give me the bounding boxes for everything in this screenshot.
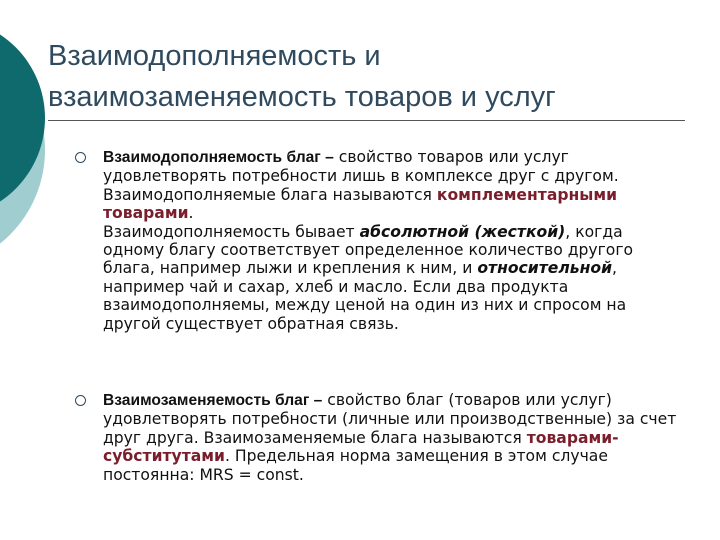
emphasis-absolute: абсолютной (жесткой) (359, 222, 566, 241)
title-divider (48, 120, 685, 121)
bullet-paragraph (103, 148, 682, 223)
bullet-complementarity (82, 148, 682, 333)
title-line-1: Взаимодополняемость и (48, 40, 381, 72)
paragraph-text: , когда одному благу соответствует определенное количество другого блага, например лыжи и крепления к ним, и (103, 222, 634, 278)
slide-title (48, 36, 698, 118)
term-label: Взаимодополняемость благ – (103, 149, 334, 166)
definition-end: . (188, 204, 194, 223)
emphasis-relative: относительной (477, 259, 613, 278)
bullet-substitutability (82, 391, 682, 484)
bullet-circle-icon (75, 152, 86, 163)
bullet-paragraph (103, 391, 682, 484)
bullet-paragraph-2 (103, 223, 682, 333)
title-line-2: взаимозаменяемость товаров и услуг (48, 81, 556, 113)
paragraph-text: Взаимодополняемость бывает (103, 222, 360, 241)
term-label: Взаимозаменяемость благ – (103, 392, 323, 409)
paragraph-text: , например чай и сахар, хлеб и масло. Если два продукта взаимодополняемы, между ценой на один из них и спросом на другой существует обратная связь. (103, 259, 627, 333)
highlight-term: комплементарными товарами (103, 185, 618, 223)
highlight-term: товарами-субститутами (103, 428, 619, 466)
definition-text: свойство благ (товаров или услуг) удовлетворять потребности (личные или производственные) за счет друг друга. Взаимозаменяемые блага называются (103, 391, 677, 447)
bullet-circle-icon (75, 395, 86, 406)
definition-text: свойство товаров или услуг удовлетворять потребности лишь в комплексе друг с другом. Взаимодополняемые блага называются (103, 148, 619, 204)
definition-end: . Предельная норма замещения в этом случае постоянна: MRS = const. (103, 447, 608, 484)
